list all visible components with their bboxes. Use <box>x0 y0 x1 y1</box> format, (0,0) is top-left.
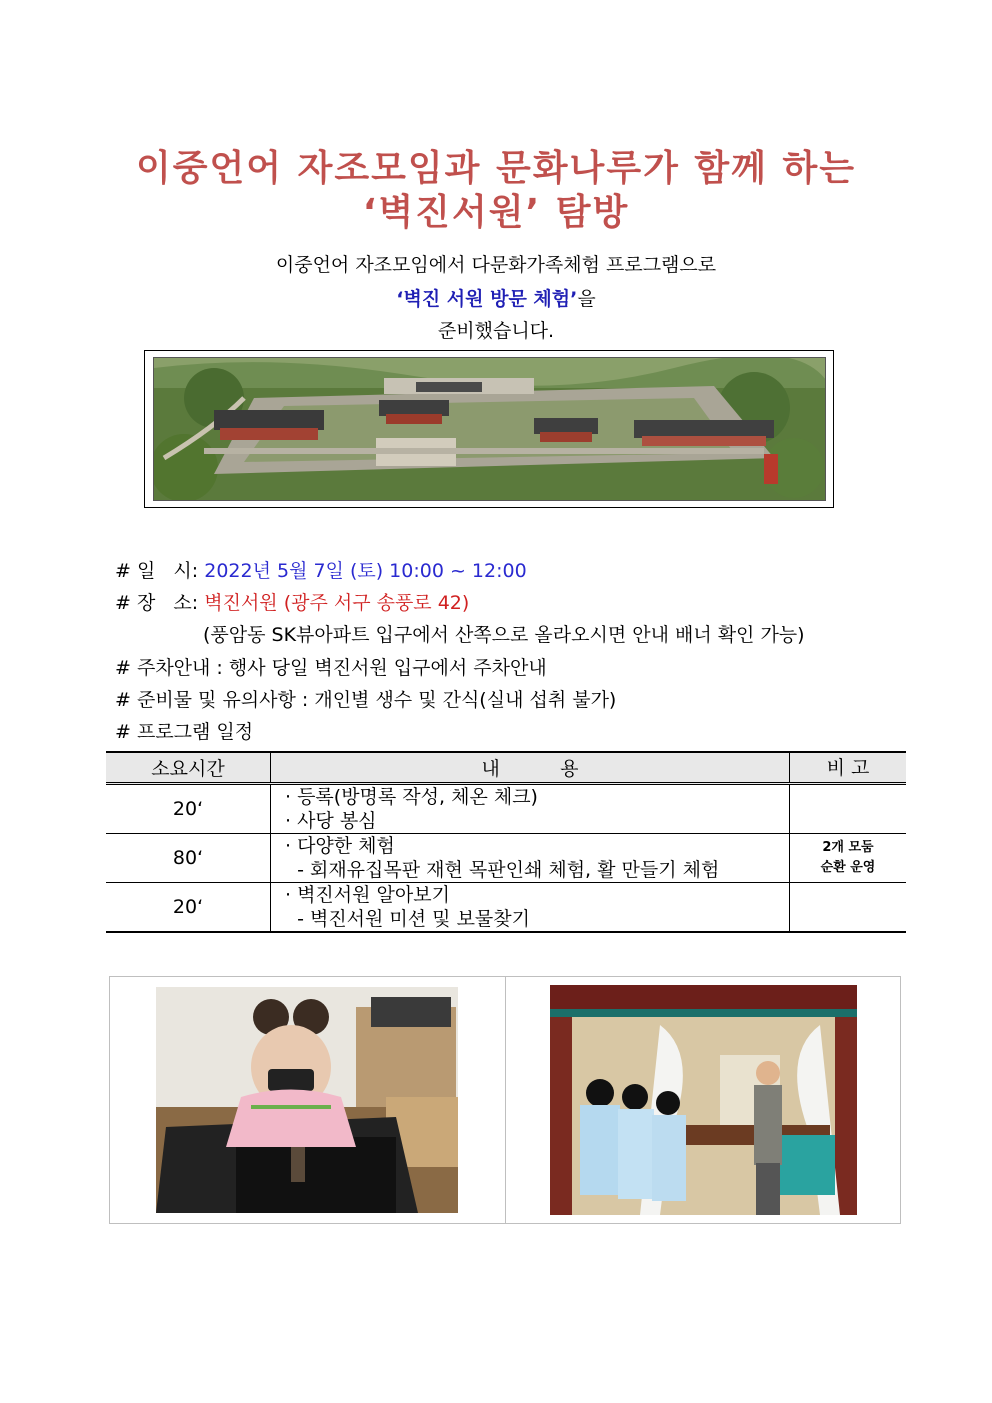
photo-grid <box>109 976 901 1224</box>
photo-woodblock-printing <box>156 987 458 1213</box>
date-label: # 일 시: <box>115 560 205 582</box>
row-content-line: · 등록(방명록 작성, 체온 체크) <box>285 786 538 808</box>
aerial-photo-frame <box>144 350 834 508</box>
intro-line-3: 준비했습니다. <box>437 320 555 342</box>
row-note <box>790 784 907 834</box>
row-note-line: 순환 운영 <box>820 860 876 875</box>
program-heading: # 프로그램 일정 <box>115 721 254 743</box>
row-content <box>271 834 790 883</box>
schedule-table <box>106 751 906 933</box>
place-note: (풍암동 SK뷰아파트 입구에서 산쪽으로 올라오시면 안내 배너 확인 가능) <box>203 624 805 646</box>
header-content: 내 용 <box>271 752 790 784</box>
info-place <box>115 588 469 615</box>
table-row <box>106 834 906 883</box>
photo-shrine-illustration <box>550 985 857 1215</box>
aerial-photo-illustration <box>154 358 826 501</box>
photo-shrine-visit <box>550 985 857 1215</box>
photo-divider <box>505 977 506 1223</box>
row-content <box>271 883 790 933</box>
title-line-2: ‘벽진서원’ 탐방 <box>362 192 630 233</box>
intro-highlight: ‘벽진 서원 방문 체험’ <box>396 288 578 310</box>
aerial-photo <box>153 357 826 501</box>
row-content <box>271 784 790 834</box>
row-note <box>790 834 907 883</box>
prep-info: # 준비물 및 유의사항 : 개인별 생수 및 간식(실내 섭취 불가) <box>115 689 617 711</box>
row-time: 80‘ <box>106 834 271 883</box>
table-row <box>106 784 906 834</box>
row-note <box>790 883 907 933</box>
row-content-line: - 벽진서원 미션 및 보물찾기 <box>285 908 530 930</box>
header-note: 비 고 <box>790 752 907 784</box>
row-note-line: 2개 모둠 <box>822 840 874 855</box>
place-value: 벽진서원 (광주 서구 송풍로 42) <box>204 592 470 614</box>
title-line-1: 이중언어 자조모임과 문화나루가 함께 하는 <box>135 148 857 189</box>
date-value: 2022년 5월 7일 (토) 10:00 ~ 12:00 <box>204 560 527 582</box>
photo-woodblock-illustration <box>156 987 458 1213</box>
row-content-line: · 다양한 체험 <box>285 835 395 857</box>
intro-line-2 <box>0 284 992 311</box>
table-row <box>106 883 906 933</box>
parking-info: # 주차안내 : 행사 당일 벽진서원 입구에서 주차안내 <box>115 657 547 679</box>
row-time: 20‘ <box>106 883 271 933</box>
row-content-line: · 벽진서원 알아보기 <box>285 884 450 906</box>
intro-suffix: 을 <box>577 288 596 310</box>
row-content-line: - 회재유집목판 재현 목판인쇄 체험, 활 만들기 체험 <box>285 859 720 881</box>
row-time: 20‘ <box>172 798 204 820</box>
row-content-line: · 사당 봉심 <box>285 810 377 832</box>
place-label: # 장 소: <box>115 592 205 614</box>
schedule-header-row <box>106 752 906 784</box>
intro-line-1: 이중언어 자조모임에서 다문화가족체험 프로그램으로 <box>275 254 717 276</box>
info-date <box>115 556 527 583</box>
header-time: 소요시간 <box>106 752 271 784</box>
